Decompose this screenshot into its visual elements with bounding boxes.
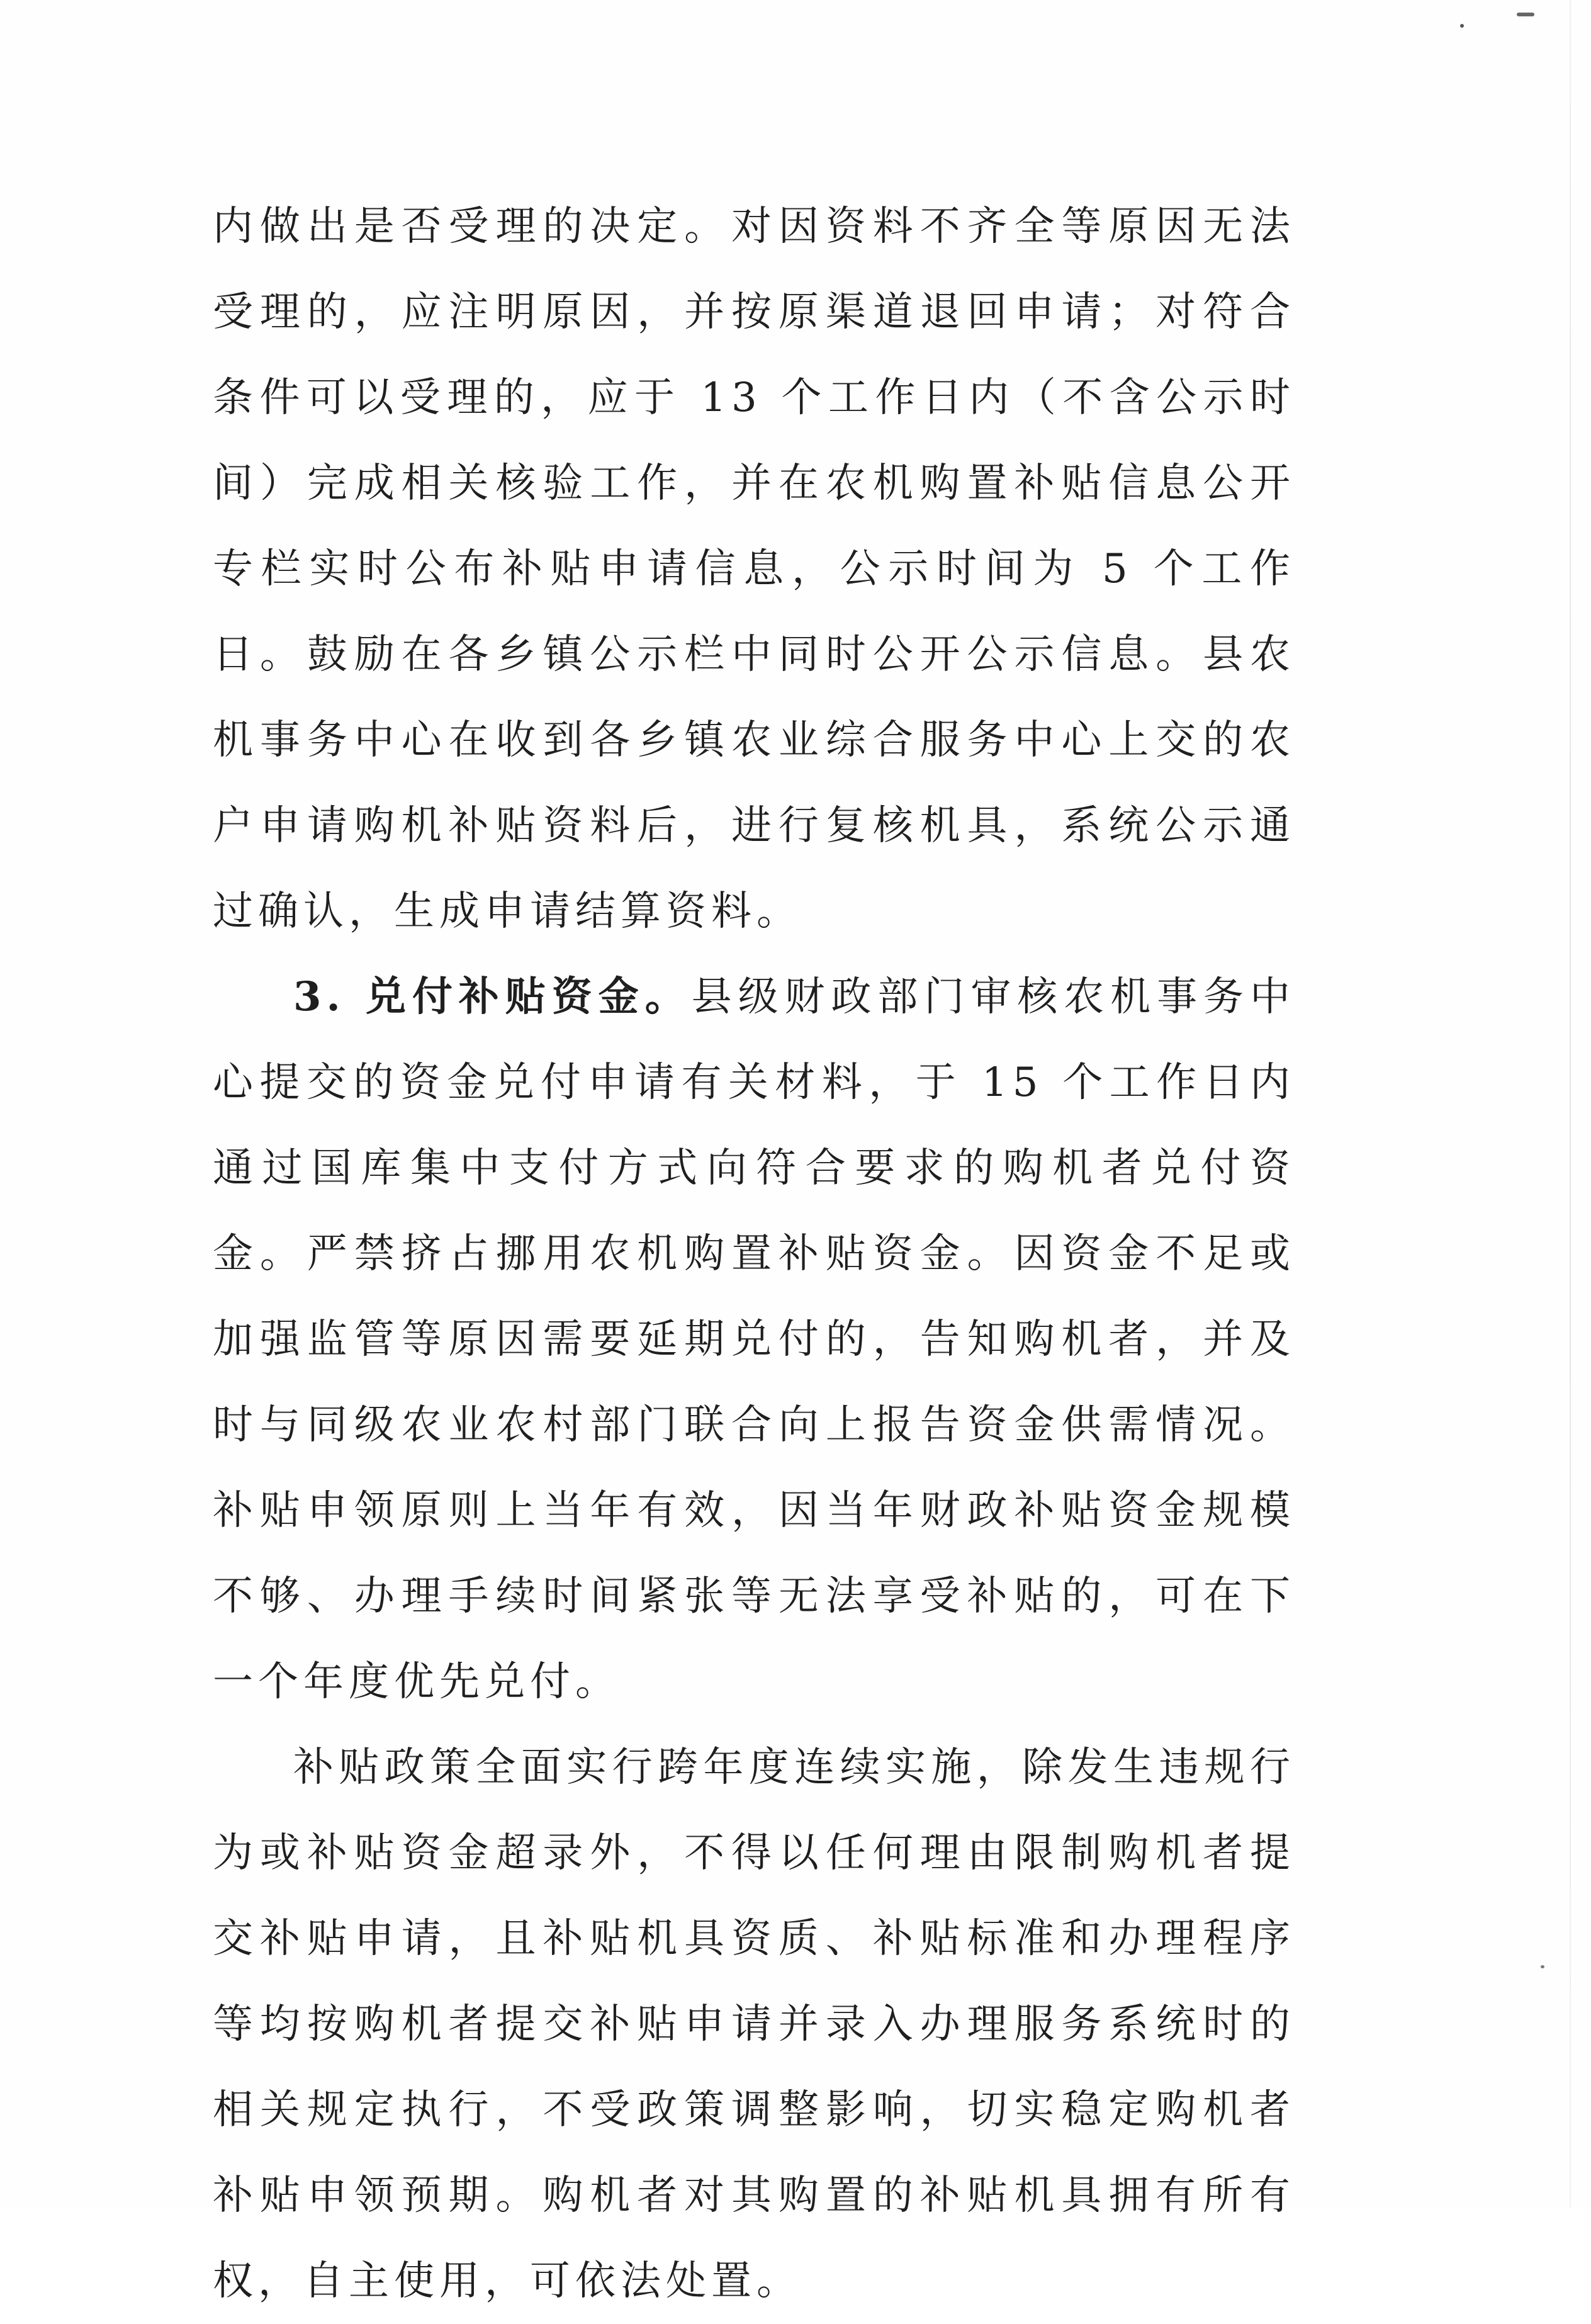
document-body bbox=[213, 184, 1295, 2324]
paragraph-text: 县级财政部门审核农机事务中心提交的资金兑付申请有关材料，于 15 个工作日内通过国库集中支付方式向符合要求的购机者兑付资金。严禁挤占挪用农机购置补贴资金。因资金不足或加强监管等原因需要延期兑付的，告知购机者，并及时与同级农业农村部门联合向上报告资金供需情况。补贴申领原则上当年有效，因当年财政补贴资金规模不够、办理手续时间紧张等无法享受补贴的，可在下一个年度优先兑付。 bbox=[213, 974, 1295, 1705]
section-heading: 3. 兑付补贴资金。 bbox=[293, 973, 692, 1020]
scan-speck bbox=[1541, 1965, 1544, 1968]
scan-edge-line bbox=[1570, 0, 1571, 2208]
scan-speck bbox=[1517, 13, 1534, 16]
paragraph-acceptance-decision bbox=[213, 184, 1295, 954]
paragraph-subsidy-payment bbox=[213, 954, 1295, 1725]
paragraph-text: 内做出是否受理的决定。对因资料不齐全等原因无法受理的，应注明原因，并按原渠道退回申请；对符合条件可以受理的，应于 13 个工作日内（不含公示时间）完成相关核验工作，并在农机购置补贴信息公开专栏实时公布补贴申请信息，公示时间为 5 个工作日。鼓励在各乡镇公示栏中同时公开公示信息。县农机事务中心在收到各乡镇农业综合服务中心上交的农户申请购机补贴资料后，进行复核机具，系统公示通过确认，生成申请结算资料。 bbox=[213, 203, 1295, 935]
paragraph-text: 补贴政策全面实行跨年度连续实施，除发生违规行为或补贴资金超录外，不得以任何理由限制购机者提交补贴申请，且补贴机具资质、补贴标准和办理程序等均按购机者提交补贴申请并录入办理服务系统时的相关规定执行，不受政策调整影响，切实稳定购机者补贴申领预期。购机者对其购置的补贴机具拥有所有权，自主使用，可依法处置。 bbox=[213, 1744, 1295, 2304]
paragraph-policy-continuity bbox=[213, 1725, 1295, 2324]
scan-speck bbox=[1460, 24, 1464, 28]
